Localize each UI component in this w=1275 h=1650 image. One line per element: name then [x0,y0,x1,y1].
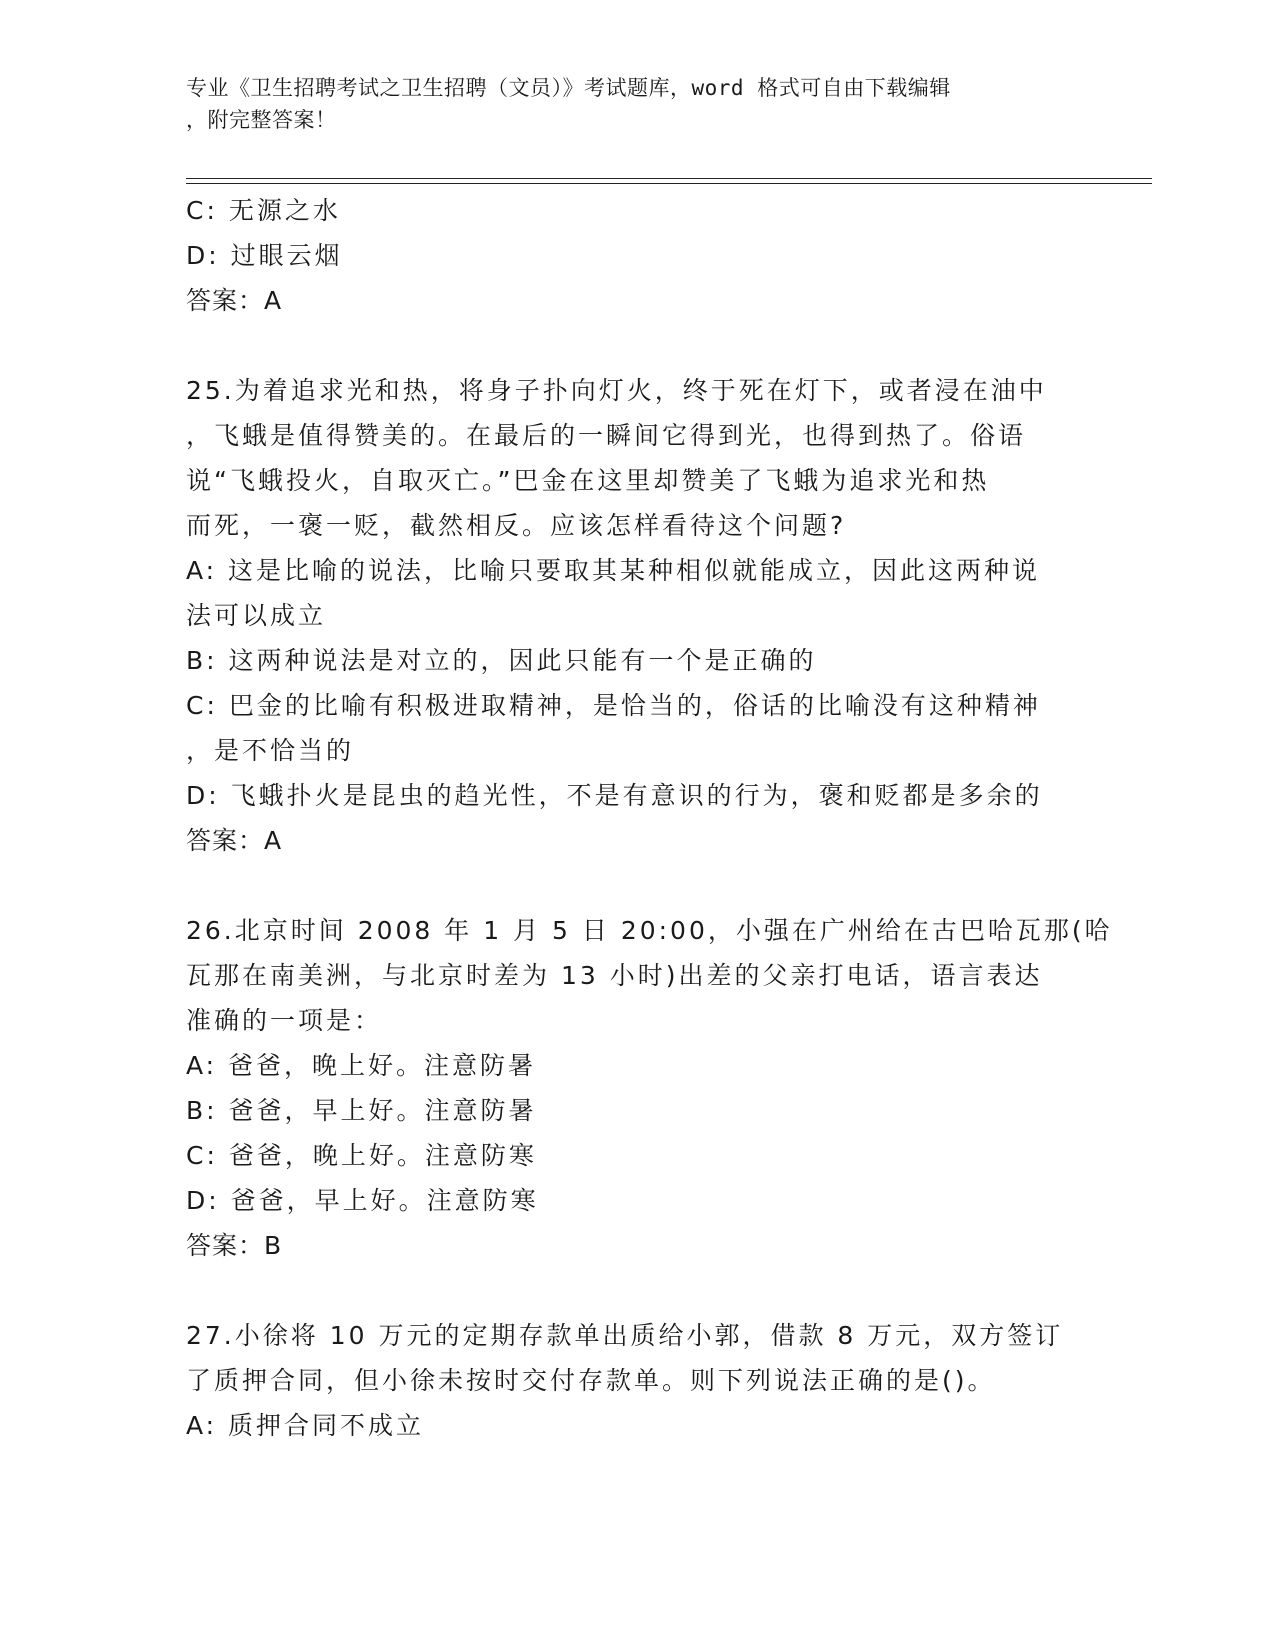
q25-answer: 答案：A [186,826,283,855]
prev-option-d: D: 过眼云烟 [186,241,343,270]
q26-stem-line: 瓦那在南美洲，与北京时差为 13 小时)出差的父亲打电话，语言表达 [186,961,1043,990]
q27-stem-line: 了质押合同，但小徐未按时交付存款单。则下列说法正确的是()。 [186,1366,996,1395]
q25-stem-line: 25.为着追求光和热，将身子扑向灯火，终于死在灯下，或者浸在油中 [186,376,1047,405]
prev-option-c: C: 无源之水 [186,196,341,225]
header-divider-top [186,178,1152,179]
q25-option-a-cont: 法可以成立 [186,601,327,630]
question-25 [186,368,1086,863]
q26-stem-line: 26.北京时间 2008 年 1 月 5 日 20:00，小强在广州给在古巴哈瓦那(哈 [186,916,1113,945]
header-line-1: 专业《卫生招聘考试之卫生招聘（文员）》考试题库，word 格式可自由下载编辑 [186,76,951,100]
q26-stem-line: 准确的一项是： [186,1006,383,1035]
q25-option-a: A: 这是比喻的说法，比喻只要取其某种相似就能成立，因此这两种说 [186,556,1041,585]
q27-option-a: A: 质押合同不成立 [186,1411,425,1440]
q27-stem-line: 27.小徐将 10 万元的定期存款单出质给小郭，借款 8 万元，双方签订 [186,1321,1064,1350]
q25-option-c: C: 巴金的比喻有积极进取精神，是恰当的，俗话的比喻没有这种精神 [186,691,1041,720]
q25-option-d: D: 飞蛾扑火是昆虫的趋光性，不是有意识的行为，褒和贬都是多余的 [186,781,1043,810]
q26-option-c: C: 爸爸，晚上好。注意防寒 [186,1141,537,1170]
prev-answer: 答案：A [186,286,283,315]
document-header [186,72,1066,136]
question-26 [186,908,1113,1268]
q25-option-c-cont: ，是不恰当的 [186,736,355,765]
q25-option-b: B: 这两种说法是对立的，因此只能有一个是正确的 [186,646,817,675]
q26-option-a: A: 爸爸，晚上好。注意防暑 [186,1051,537,1080]
header-line-2: ，附完整答案！ [186,108,337,132]
document-body [186,188,1113,1448]
header-divider-bottom [186,183,1152,184]
q26-option-b: B: 爸爸，早上好。注意防暑 [186,1096,537,1125]
question-27 [186,1313,1086,1448]
q26-option-d: D: 爸爸，早上好。注意防寒 [186,1186,539,1215]
q26-answer: 答案：B [186,1231,283,1260]
q25-stem-line: ，飞蛾是值得赞美的。在最后的一瞬间它得到光，也得到热了。俗语 [186,421,1027,450]
q25-stem-line: 说“飞蛾投火，自取灭亡。”巴金在这里却赞美了飞蛾为追求光和热 [186,466,990,495]
q25-stem-line: 而死，一褒一贬，截然相反。应该怎样看待这个问题? [186,511,847,540]
